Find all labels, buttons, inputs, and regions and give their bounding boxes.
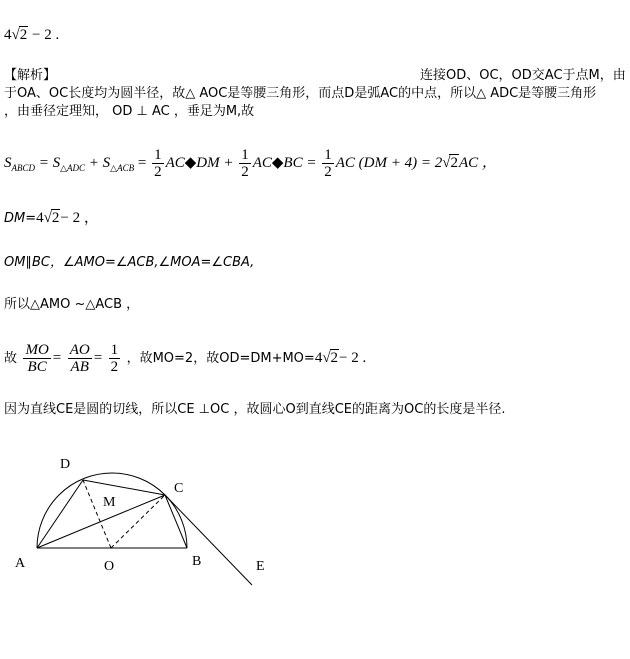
label-C: C [174,481,184,496]
area-lhs: S [4,155,12,171]
area-term-4: AC ， [458,155,497,171]
half-fraction-1 [152,147,164,180]
area-plus: + S [88,155,111,171]
semicircle-arc [37,473,187,548]
label-E: E [256,559,265,574]
answer-radicand: 2 [19,27,28,43]
area-sub2: △ACB [110,163,135,173]
analysis-line-3: ，由垂径定理知， OD ⊥ AC ，垂足为M,故 [4,104,255,119]
half-fraction-2 [239,147,251,180]
half-num-1: 1 [154,147,162,164]
segment-OD-dashed [83,480,111,548]
answer-suffix: − 2 . [31,27,60,43]
half-den-1: 2 [154,164,162,181]
dm-label: DM= [4,211,37,226]
ratio-value: 4 [314,350,323,366]
dm-tail: − 2 ， [60,210,99,226]
area-lhs-sub: ABCD [11,163,35,173]
half-num-2: 1 [241,147,249,164]
area-formula: $S_{ABCD} = S_{\triangle ADC} + S_{\triangle ACB}$ = $\frac{1}{2}$ AC◆DM + $\frac{1}{2}$ AC◆BC = $\frac{1}{2}$ AC (DM + 4) = 2√2AC ， [4,147,497,181]
area-eq2: = [137,155,147,171]
half-fraction-3 [322,147,334,180]
answer-prefix: 4 [4,27,12,43]
area-sub1: △ADC [60,163,86,173]
tangent-statement: 因为直线CE是圆的切线，所以CE ⊥OC ，故圆心O到直线CE的距离为OC的长度是半径. [4,402,506,417]
ratio-middle-text: ，故MO=2，故OD=DM+MO= [126,351,315,366]
label-B: B [192,554,202,569]
ratio-radicand: 2 [330,350,339,366]
ratio-line: 故 $\frac{MO}{BC}$ = $\frac{AO}{AB}$ = $\frac{1}{2}$ ，故MO=2，故OD=DM+MO=4√2− 2 . [4,341,367,375]
analysis-right-text: 连接OD、OC，OD交AC于点M，由 [420,68,626,83]
analysis-heading: 【解析】 [4,68,57,83]
ratio-den-3: 2 [110,358,119,375]
label-D: D [60,457,71,472]
segment-AC [37,495,165,548]
segment-CE [165,495,252,585]
label-A: A [15,556,26,571]
area-term-1: AC◆DM + [165,155,234,171]
segment-CB [165,495,187,548]
dm-value: 4 [36,210,44,226]
ratio-den-2: AB [70,358,89,375]
ratio-tail: − 2 . [339,350,367,366]
half-den-3: 2 [324,164,332,181]
area-term-3: AC (DM + 4) = 2 [335,155,443,171]
segment-DC [83,480,165,495]
half-num-3: 1 [324,147,332,164]
label-M: M [103,495,116,510]
ratio-prefix: 故 [4,351,18,366]
area-term-2: AC◆BC = [252,155,317,171]
ratio-num-3: 1 [110,341,119,358]
segment-AD [37,480,83,548]
area-radicand: 2 [450,155,458,171]
area-eq1: = S [38,155,61,171]
geometry-figure [0,440,300,640]
dm-line: DM=4√2− 2 ， [4,210,99,226]
ratio-frac-3 [109,342,121,375]
ratio-num-2: AO [69,341,90,358]
answer-line: 4√2 − 2 . [4,27,60,43]
ratio-frac-2 [68,342,92,375]
parallel-statement: OM∥BC，∠AMO=∠ACB,∠MOA=∠CBA, [4,255,255,270]
ratio-den-1: BC [27,358,47,375]
half-den-2: 2 [241,164,249,181]
label-O: O [104,559,115,574]
dm-radicand: 2 [51,210,60,226]
ratio-num-1: MO [25,341,49,358]
analysis-line-2: 于OA、OC长度均为圆半径，故△ AOC是等腰三角形，而点D是弧AC的中点，所以△ ADC是等腰三角形 [4,86,597,101]
segment-OC-dashed [111,495,165,548]
similar-statement: 所以△AMO ~△ACB ， [4,297,140,312]
ratio-frac-1 [23,342,50,375]
